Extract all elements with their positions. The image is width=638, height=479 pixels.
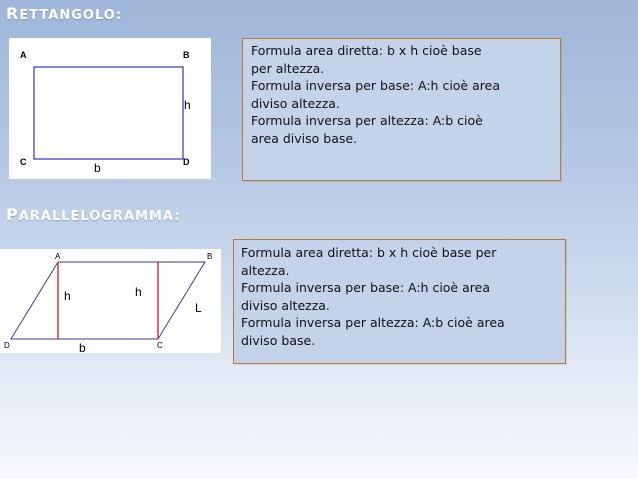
rectangle-height-label: h — [184, 98, 191, 112]
rectangle-formula-line: diviso altezza. — [251, 95, 340, 111]
parallelogram-vertex-b: B — [207, 252, 213, 261]
rectangle-diagram — [9, 38, 211, 179]
rectangle-base-label: b — [94, 161, 101, 175]
parallelogram-formula-line: altezza. — [241, 262, 290, 278]
parallelogram-height-label-right: h — [135, 285, 142, 299]
rectangle-formula-line: Formula inversa per base: A:h cioè area — [251, 78, 500, 93]
parallelogram-formula-line: diviso altezza. — [241, 297, 330, 313]
parallelogram-vertex-d: D — [4, 341, 10, 350]
rectangle-vertex-d: D — [183, 157, 190, 167]
rectangle-figure — [9, 38, 211, 179]
parallelogram-height-label-left: h — [64, 289, 71, 303]
rectangle-vertex-c: C — [20, 157, 27, 167]
parallelogram-formula-line: Formula inversa per altezza: A:b cioè area — [241, 315, 505, 330]
rectangle-formula-line: Formula inversa per altezza: A:b cioè — [251, 113, 483, 128]
rectangle-vertex-b: B — [183, 50, 190, 60]
parallelogram-side-label: L — [195, 301, 202, 315]
parallelogram-base-label: b — [79, 341, 86, 355]
parallelogram-diagram — [0, 249, 221, 353]
parallelogram-heading: PARALLELOGRAMMA: — [6, 205, 181, 224]
parallelogram-formula-line: Formula inversa per base: A:h cioè area — [241, 280, 490, 295]
parallelogram-shape — [11, 262, 205, 339]
rectangle-formula-box — [242, 38, 561, 181]
parallelogram-formula-line: diviso base. — [241, 332, 316, 348]
parallelogram-formula-box — [233, 239, 566, 364]
parallelogram-vertex-a: A — [55, 252, 61, 261]
rectangle-vertex-a: A — [20, 50, 27, 60]
parallelogram-vertex-c: C — [157, 341, 163, 350]
parallelogram-figure — [0, 249, 221, 353]
rectangle-heading: RETTANGOLO: — [6, 4, 123, 23]
parallelogram-formula-line: Formula area diretta: b x h cioè base per — [241, 245, 497, 260]
rectangle-formula-line: per altezza. — [251, 60, 325, 76]
rectangle-formula-line: Formula area diretta: b x h cioè base — [251, 43, 482, 58]
rectangle-formula-line: area diviso base. — [251, 130, 358, 146]
rectangle-shape — [34, 67, 183, 159]
